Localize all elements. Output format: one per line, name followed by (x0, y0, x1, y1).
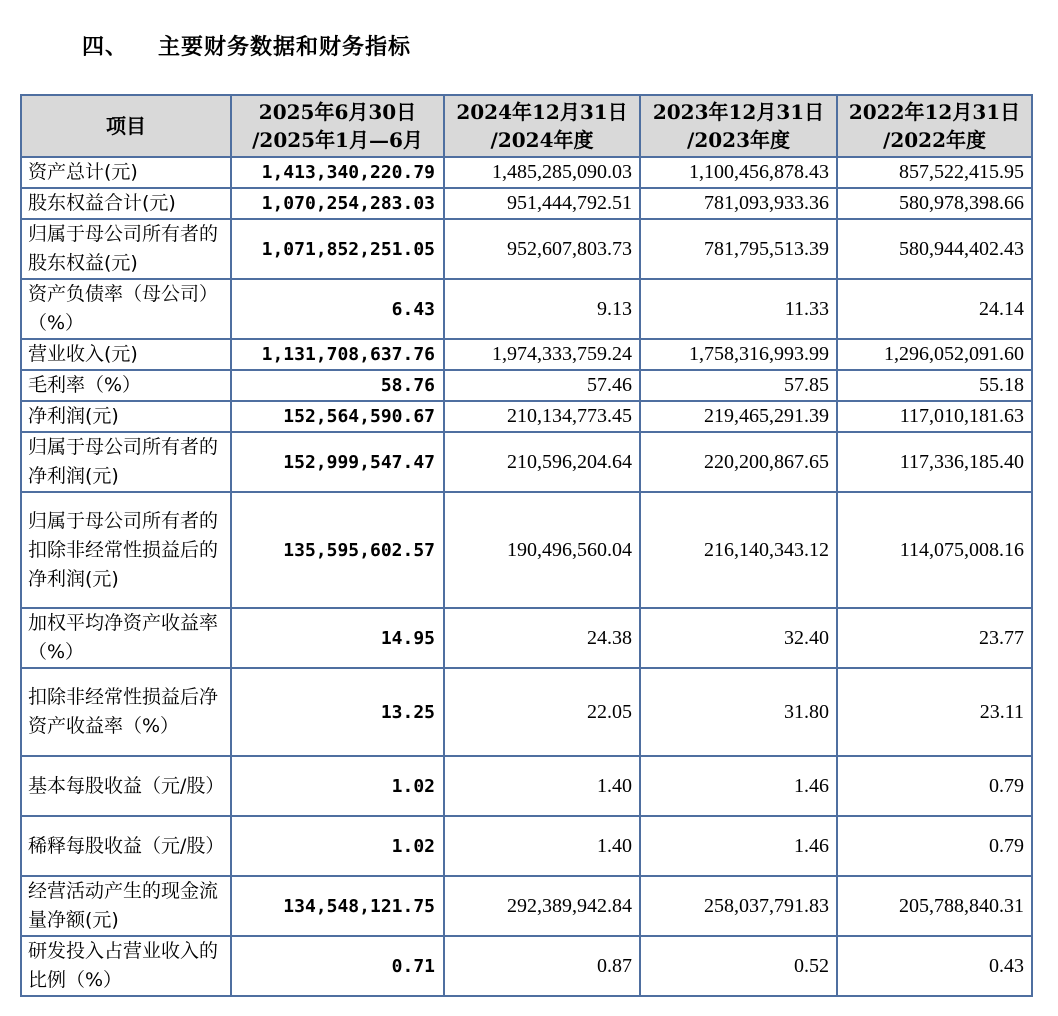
row-value-2022: 580,978,398.66 (837, 188, 1032, 219)
row-value-2023: 1.46 (640, 756, 837, 816)
row-value-2025h1: 1,413,340,220.79 (231, 157, 444, 188)
table-row (21, 492, 1032, 608)
row-value-2024: 210,134,773.45 (444, 401, 640, 432)
row-label: 扣除非经常性损益后净资产收益率（%） (21, 668, 231, 756)
header-item: 项目 (21, 95, 231, 157)
financial-data-table (20, 94, 1033, 997)
row-value-2025h1: 6.43 (231, 279, 444, 339)
row-label: 营业收入(元) (21, 339, 231, 370)
row-value-2024: 1,974,333,759.24 (444, 339, 640, 370)
row-value-2023: 220,200,867.65 (640, 432, 837, 492)
row-label: 资产总计(元) (21, 157, 231, 188)
row-value-2023: 57.85 (640, 370, 837, 401)
row-value-2024: 210,596,204.64 (444, 432, 640, 492)
header-period-2025h1: 2025年6月30日 /2025年1月—6月 (231, 95, 444, 157)
row-value-2025h1: 1.02 (231, 816, 444, 876)
table-row (21, 668, 1032, 756)
header-period-2024: 2024年12月31日 /2024年度 (444, 95, 640, 157)
row-value-2024: 24.38 (444, 608, 640, 668)
row-value-2024: 22.05 (444, 668, 640, 756)
row-value-2023: 1,758,316,993.99 (640, 339, 837, 370)
row-label: 研发投入占营业收入的比例（%） (21, 936, 231, 996)
row-value-2025h1: 1,131,708,637.76 (231, 339, 444, 370)
row-value-2023: 219,465,291.39 (640, 401, 837, 432)
row-value-2022: 23.77 (837, 608, 1032, 668)
row-value-2022: 55.18 (837, 370, 1032, 401)
row-value-2025h1: 135,595,602.57 (231, 492, 444, 608)
row-value-2023: 32.40 (640, 608, 837, 668)
table-row (21, 756, 1032, 816)
row-value-2022: 23.11 (837, 668, 1032, 756)
row-value-2023: 1,100,456,878.43 (640, 157, 837, 188)
row-label: 毛利率（%） (21, 370, 231, 401)
table-row (21, 401, 1032, 432)
row-value-2024: 1,485,285,090.03 (444, 157, 640, 188)
row-value-2023: 781,093,933.36 (640, 188, 837, 219)
row-value-2023: 781,795,513.39 (640, 219, 837, 279)
row-value-2025h1: 14.95 (231, 608, 444, 668)
row-label: 归属于母公司所有者的扣除非经常性损益后的净利润(元) (21, 492, 231, 608)
row-value-2022: 580,944,402.43 (837, 219, 1032, 279)
section-title (82, 30, 411, 61)
row-label: 归属于母公司所有者的净利润(元) (21, 432, 231, 492)
row-value-2023: 1.46 (640, 816, 837, 876)
row-value-2025h1: 1,070,254,283.03 (231, 188, 444, 219)
row-value-2024: 292,389,942.84 (444, 876, 640, 936)
row-value-2022: 0.79 (837, 756, 1032, 816)
row-value-2023: 31.80 (640, 668, 837, 756)
row-value-2024: 952,607,803.73 (444, 219, 640, 279)
table-row (21, 339, 1032, 370)
row-value-2023: 0.52 (640, 936, 837, 996)
row-value-2025h1: 58.76 (231, 370, 444, 401)
row-value-2024: 190,496,560.04 (444, 492, 640, 608)
table-row (21, 370, 1032, 401)
table-row (21, 188, 1032, 219)
row-value-2025h1: 152,564,590.67 (231, 401, 444, 432)
row-label: 加权平均净资产收益率（%） (21, 608, 231, 668)
row-value-2023: 216,140,343.12 (640, 492, 837, 608)
row-value-2023: 258,037,791.83 (640, 876, 837, 936)
row-label: 基本每股收益（元/股） (21, 756, 231, 816)
row-value-2022: 117,336,185.40 (837, 432, 1032, 492)
row-value-2022: 205,788,840.31 (837, 876, 1032, 936)
row-value-2024: 0.87 (444, 936, 640, 996)
row-label: 归属于母公司所有者的股东权益(元) (21, 219, 231, 279)
row-value-2022: 0.43 (837, 936, 1032, 996)
section-number: 四、 (82, 35, 129, 60)
row-label: 稀释每股收益（元/股） (21, 816, 231, 876)
row-value-2022: 857,522,415.95 (837, 157, 1032, 188)
row-value-2024: 9.13 (444, 279, 640, 339)
row-value-2024: 57.46 (444, 370, 640, 401)
table-row (21, 279, 1032, 339)
header-period-2022: 2022年12月31日 /2022年度 (837, 95, 1032, 157)
row-value-2022: 0.79 (837, 816, 1032, 876)
table-row (21, 816, 1032, 876)
table-row (21, 936, 1032, 996)
table-row (21, 219, 1032, 279)
table-row (21, 157, 1032, 188)
table-row (21, 608, 1032, 668)
row-value-2025h1: 13.25 (231, 668, 444, 756)
row-label: 净利润(元) (21, 401, 231, 432)
section-heading: 主要财务数据和财务指标 (158, 35, 412, 60)
row-value-2022: 24.14 (837, 279, 1032, 339)
row-label: 资产负债率（母公司）（%） (21, 279, 231, 339)
row-value-2025h1: 0.71 (231, 936, 444, 996)
row-label: 经营活动产生的现金流量净额(元) (21, 876, 231, 936)
table-header-row (21, 95, 1032, 157)
row-label: 股东权益合计(元) (21, 188, 231, 219)
row-value-2025h1: 1.02 (231, 756, 444, 816)
row-value-2023: 11.33 (640, 279, 837, 339)
row-value-2025h1: 134,548,121.75 (231, 876, 444, 936)
table-row (21, 432, 1032, 492)
row-value-2022: 1,296,052,091.60 (837, 339, 1032, 370)
row-value-2022: 117,010,181.63 (837, 401, 1032, 432)
row-value-2025h1: 152,999,547.47 (231, 432, 444, 492)
row-value-2024: 1.40 (444, 756, 640, 816)
row-value-2024: 1.40 (444, 816, 640, 876)
header-period-2023: 2023年12月31日 /2023年度 (640, 95, 837, 157)
table-row (21, 876, 1032, 936)
row-value-2022: 114,075,008.16 (837, 492, 1032, 608)
row-value-2025h1: 1,071,852,251.05 (231, 219, 444, 279)
row-value-2024: 951,444,792.51 (444, 188, 640, 219)
